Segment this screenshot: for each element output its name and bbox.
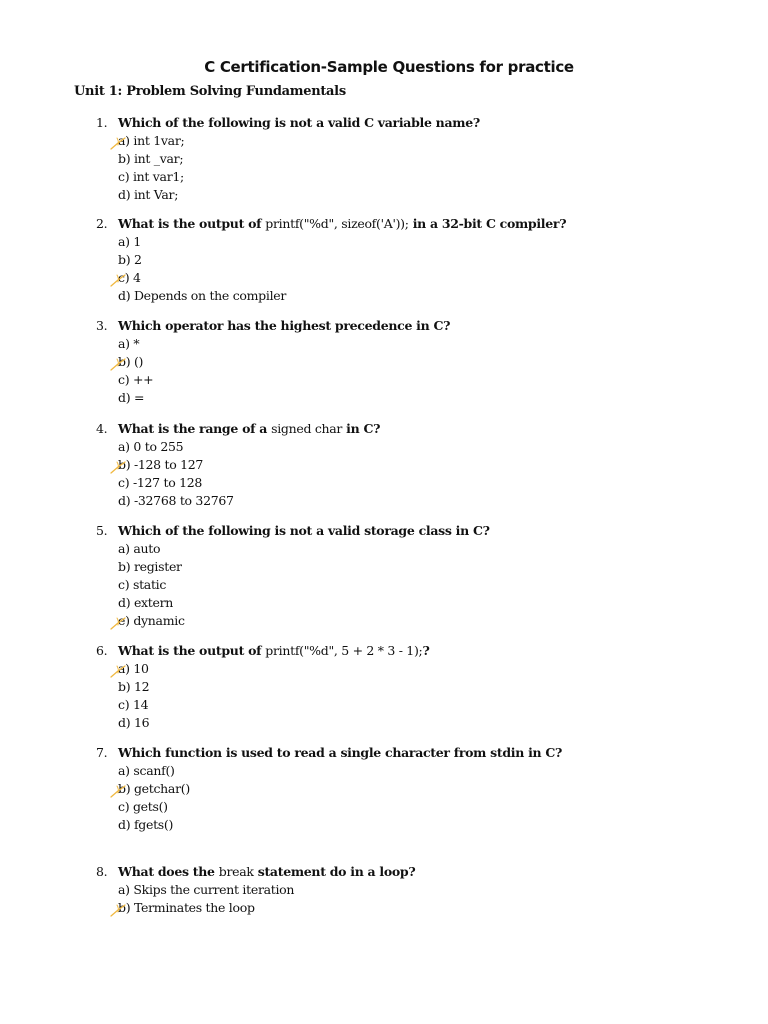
question-text <box>118 863 415 881</box>
question-stem <box>96 522 716 540</box>
answer-option <box>96 660 716 678</box>
answer-option-text: c) 14 <box>118 697 149 712</box>
answer-tick-mark-icon <box>110 357 128 371</box>
answer-option-text: d) int Var; <box>118 187 179 202</box>
question-stem <box>96 114 716 132</box>
answer-option-text: b) 2 <box>118 252 142 267</box>
question-text-bold: Which of the following is not a valid C variable name? <box>118 115 480 130</box>
answer-option <box>96 576 716 594</box>
question-stem <box>96 863 716 881</box>
answer-option <box>96 186 716 204</box>
answer-tick-mark-icon <box>110 136 128 150</box>
question-text-bold: Which function is used to read a single character from stdin in C? <box>118 745 563 760</box>
question-stem <box>96 744 716 762</box>
question-3 <box>96 317 716 407</box>
option-list <box>96 660 716 732</box>
question-number: 4. <box>96 421 108 436</box>
answer-option-text: b) -128 to 127 <box>118 457 204 472</box>
answer-option <box>96 389 716 407</box>
question-text <box>118 114 480 132</box>
option-list <box>96 233 716 305</box>
question-1 <box>96 114 716 204</box>
answer-tick-mark-icon <box>110 664 128 678</box>
answer-option-text: a) 1 <box>118 234 142 249</box>
question-text <box>118 317 450 335</box>
unit-heading: Unit 1: Problem Solving Fundamentals <box>74 84 346 99</box>
answer-option <box>96 696 716 714</box>
question-text-bold: ? <box>422 643 430 658</box>
answer-option <box>96 371 716 389</box>
answer-option-text: a) scanf() <box>118 763 175 778</box>
answer-option <box>96 899 716 917</box>
answer-tick-mark-icon <box>110 784 128 798</box>
answer-option-text: c) static <box>118 577 167 592</box>
answer-option <box>96 678 716 696</box>
question-number: 3. <box>96 318 108 333</box>
answer-option <box>96 780 716 798</box>
question-number: 5. <box>96 523 108 538</box>
answer-option <box>96 251 716 269</box>
answer-option-text: e) dynamic <box>118 613 185 628</box>
question-5 <box>96 522 716 630</box>
answer-option <box>96 540 716 558</box>
answer-option-text: d) -32768 to 32767 <box>118 493 234 508</box>
question-text-bold: Which of the following is not a valid storage class in C? <box>118 523 490 538</box>
question-2 <box>96 215 716 305</box>
answer-option <box>96 762 716 780</box>
question-text <box>118 215 566 233</box>
question-stem <box>96 317 716 335</box>
answer-option-text: a) Skips the current iteration <box>118 882 295 897</box>
answer-option-text: c) int var1; <box>118 169 184 184</box>
option-list <box>96 438 716 510</box>
answer-option-text: a) * <box>118 336 140 351</box>
question-text <box>118 522 490 540</box>
answer-option-text: b) () <box>118 354 144 369</box>
answer-option-text: b) getchar() <box>118 781 190 796</box>
answer-option <box>96 612 716 630</box>
question-code: printf("%d", sizeof('A')); <box>265 216 409 231</box>
answer-tick-mark-icon <box>110 616 128 630</box>
question-text <box>118 420 380 438</box>
answer-option-text: b) int _var; <box>118 151 184 166</box>
answer-option <box>96 335 716 353</box>
answer-tick-mark-icon <box>110 273 128 287</box>
question-number: 7. <box>96 745 108 760</box>
answer-option-text: a) 0 to 255 <box>118 439 184 454</box>
question-code: signed char <box>271 421 343 436</box>
question-text <box>118 744 562 762</box>
answer-option-text: a) int 1var; <box>118 133 185 148</box>
answer-option <box>96 233 716 251</box>
answer-option-text: d) fgets() <box>118 817 174 832</box>
answer-tick-mark-icon <box>110 903 128 917</box>
answer-option <box>96 456 716 474</box>
question-number: 1. <box>96 115 108 130</box>
option-list <box>96 540 716 630</box>
option-list <box>96 335 716 407</box>
answer-option <box>96 492 716 510</box>
question-4 <box>96 420 716 510</box>
question-text-bold: statement do in a loop? <box>253 864 416 879</box>
question-text-bold: What is the output of <box>118 216 266 231</box>
answer-option <box>96 287 716 305</box>
answer-option-text: b) register <box>118 559 182 574</box>
question-stem <box>96 420 716 438</box>
question-text-bold: What does the <box>118 864 219 879</box>
question-text-bold: in a 32-bit C compiler? <box>408 216 567 231</box>
answer-option-text: a) auto <box>118 541 161 556</box>
answer-option <box>96 132 716 150</box>
question-code: printf("%d", 5 + 2 * 3 - 1); <box>265 643 423 658</box>
answer-option <box>96 594 716 612</box>
answer-option <box>96 269 716 287</box>
answer-option-text: b) 12 <box>118 679 150 694</box>
answer-option <box>96 168 716 186</box>
question-text-bold: What is the output of <box>118 643 266 658</box>
answer-option-text: a) 10 <box>118 661 149 676</box>
question-code: break <box>218 864 254 879</box>
answer-option-text: c) gets() <box>118 799 168 814</box>
document-title: C Certification-Sample Questions for practice <box>204 58 574 76</box>
option-list <box>96 762 716 834</box>
answer-option <box>96 798 716 816</box>
question-7 <box>96 744 716 834</box>
question-number: 8. <box>96 864 108 879</box>
question-stem <box>96 642 716 660</box>
answer-option <box>96 438 716 456</box>
question-text-bold: Which operator has the highest precedence in C? <box>118 318 451 333</box>
option-list <box>96 881 716 917</box>
answer-option <box>96 714 716 732</box>
answer-option <box>96 558 716 576</box>
answer-option-text: b) Terminates the loop <box>118 900 255 915</box>
question-number: 2. <box>96 216 108 231</box>
question-8 <box>96 863 716 917</box>
answer-option-text: d) = <box>118 390 145 405</box>
question-text <box>118 642 429 660</box>
answer-option <box>96 353 716 371</box>
answer-option <box>96 150 716 168</box>
answer-option-text: d) 16 <box>118 715 150 730</box>
question-text-bold: in C? <box>342 421 381 436</box>
answer-tick-mark-icon <box>110 460 128 474</box>
answer-option-text: c) 4 <box>118 270 141 285</box>
answer-option-text: c) -127 to 128 <box>118 475 203 490</box>
answer-option-text: d) Depends on the compiler <box>118 288 287 303</box>
question-stem <box>96 215 716 233</box>
answer-option <box>96 474 716 492</box>
answer-option <box>96 816 716 834</box>
question-number: 6. <box>96 643 108 658</box>
question-text-bold: What is the range of a <box>118 421 272 436</box>
option-list <box>96 132 716 204</box>
answer-option-text: c) ++ <box>118 372 154 387</box>
answer-option <box>96 881 716 899</box>
answer-option-text: d) extern <box>118 595 174 610</box>
question-6 <box>96 642 716 732</box>
